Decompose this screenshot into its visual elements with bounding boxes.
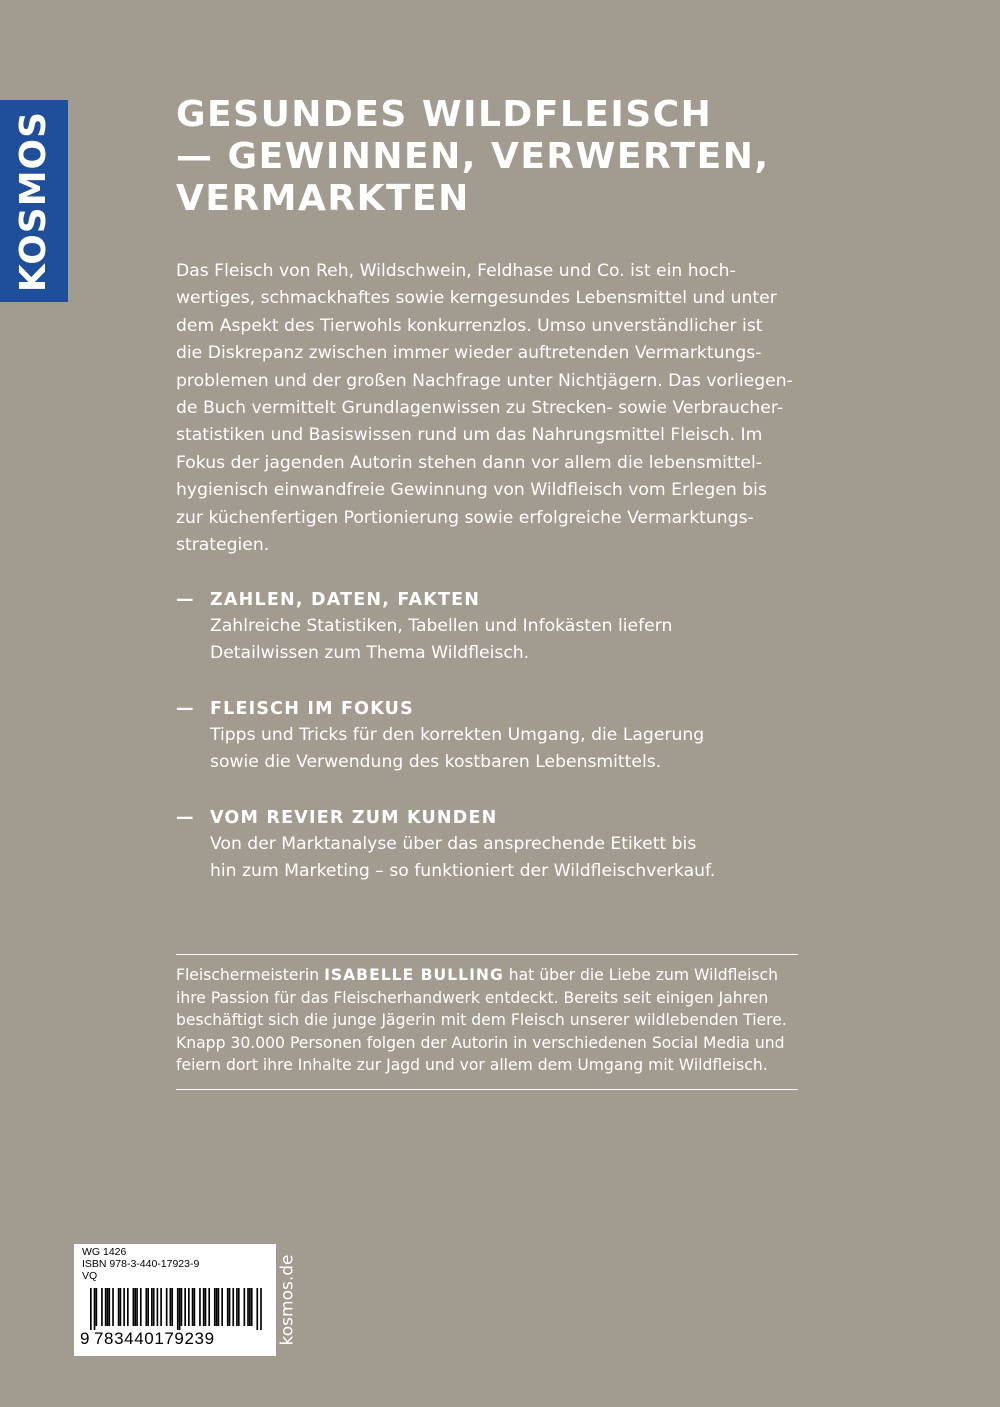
publisher-website-text: kosmos.de: [277, 1254, 297, 1346]
barcode-bar: [256, 1288, 258, 1330]
dash-marker: —: [176, 699, 195, 719]
barcode-bar: [221, 1288, 223, 1326]
barcode-bar: [127, 1288, 129, 1326]
barcode-bar: [249, 1288, 251, 1326]
barcode-icon: [90, 1288, 262, 1330]
barcode-bar: [166, 1288, 168, 1326]
author-line: ihre Passion für das Fleischerhandwerk entdeckt. Bereits seit einigen Jahren: [176, 988, 769, 1007]
barcode-bar: [203, 1288, 205, 1326]
barcode-bar: [214, 1288, 216, 1326]
feature-heading-text: ZAHLEN, DATEN, FAKTEN: [210, 590, 481, 610]
publisher-logo-text: KOSMOS: [13, 110, 55, 292]
barcode-bar: [192, 1288, 194, 1326]
barcode-bar: [236, 1288, 238, 1326]
barcode-bar: [216, 1288, 218, 1326]
barcode-bar: [153, 1288, 155, 1326]
author-line: feiern dort ihre Inhalte zur Jagd und vor allem dem Umgang mit Wildfleisch.: [176, 1056, 768, 1074]
barcode-bar: [227, 1288, 229, 1326]
feature-heading-text: VOM REVIER ZUM KUNDEN: [210, 808, 498, 828]
feature-line: sowie die Verwendung des kostbaren Lebensmittels.: [210, 752, 662, 773]
feature-block: [176, 587, 816, 668]
barcode-meta: [82, 1246, 199, 1282]
barcode-bar: [181, 1288, 183, 1326]
author-line: Knapp 30.000 Personen folgen der Autorin in verschiedenen Social Media und: [176, 1033, 785, 1052]
publisher-website: [276, 1244, 298, 1356]
intro-line: wertiges, schmackhaftes sowie kerngesundes Lebensmittel und unter: [176, 288, 777, 309]
intro-line: Fokus der jagenden Autorin stehen dann vor allem die lebensmittel-: [176, 452, 762, 473]
book-title-line: VERMARKTEN: [176, 178, 470, 219]
author-bio: [176, 954, 798, 1090]
barcode-bar: [123, 1288, 125, 1326]
barcode-bar: [260, 1288, 262, 1330]
barcode-bar: [184, 1288, 186, 1326]
barcode-bar: [151, 1288, 153, 1326]
barcode-bar: [229, 1288, 231, 1326]
feature-line: Detailwissen zum Thema Wildfleisch.: [210, 643, 530, 664]
barcode-bar: [101, 1288, 103, 1326]
price-code: VQ: [82, 1270, 98, 1282]
barcode-bar: [179, 1288, 181, 1330]
barcode-bar: [188, 1288, 190, 1326]
intro-line: hygienisch einwandfreie Gewinnung von Wildfleisch vom Erlegen bis: [176, 480, 767, 501]
barcode-bar: [90, 1288, 92, 1330]
barcode-bar: [133, 1288, 135, 1326]
barcode-bar: [194, 1288, 196, 1326]
dash-marker: —: [176, 808, 195, 828]
dash-marker: —: [176, 590, 195, 610]
barcode-bar: [177, 1288, 179, 1330]
barcode-bar: [238, 1288, 240, 1326]
barcode-digits: 783440179239: [94, 1329, 215, 1348]
feature-body: [176, 831, 816, 886]
intro-line: zur küchenfertigen Portionierung sowie erfolgreiche Vermarktungs-: [176, 507, 754, 528]
barcode-bar: [208, 1288, 210, 1326]
feature-line: hin zum Marketing – so funktioniert der Wildfleischverkauf.: [210, 861, 716, 882]
barcode-bar: [232, 1288, 234, 1326]
feature-heading-text: FLEISCH IM FOKUS: [210, 699, 414, 719]
feature-line: Zahlreiche Statistiken, Tabellen und Infokästen liefern: [210, 616, 673, 636]
barcode-bar: [120, 1288, 122, 1326]
wg-number: WG 1426: [82, 1246, 127, 1258]
barcode-bar: [170, 1288, 172, 1326]
author-line: beschäftigt sich die junge Jägerin mit dem Fleisch unserer wildlebenden Tiere.: [176, 1011, 787, 1029]
barcode-bar: [247, 1288, 249, 1326]
isbn-number: ISBN 978-3-440-17923-9: [82, 1258, 200, 1270]
book-title-line: — GEWINNEN, VERWERTEN,: [176, 136, 770, 177]
barcode-bar: [105, 1288, 107, 1326]
author-line: [176, 964, 787, 987]
feature-body: [176, 613, 816, 668]
barcode-bar: [140, 1288, 142, 1326]
feature-heading: [176, 587, 816, 613]
barcode-bar: [205, 1288, 207, 1326]
author-line-suffix: hat über die Liebe zum Wildfleisch: [503, 966, 778, 984]
barcode-bar: [199, 1288, 201, 1326]
book-title: [176, 94, 936, 220]
barcode-bar: [251, 1288, 253, 1326]
barcode-bar: [218, 1288, 220, 1326]
barcode-bar: [244, 1288, 246, 1326]
feature-block: [176, 805, 816, 886]
intro-line: statistiken und Basiswissen rund um das Nahrungsmittel Fleisch. Im: [176, 425, 763, 446]
barcode-bar: [171, 1288, 173, 1326]
feature-line: Tipps und Tricks für den korrekten Umgang, die Lagerung: [210, 725, 705, 745]
feature-block: [176, 696, 816, 777]
intro-line: problemen und der großen Nachfrage unter Nichtjägern. Das vorliegen-: [176, 370, 793, 391]
intro-paragraph: [176, 258, 836, 559]
barcode-bar: [96, 1288, 98, 1326]
intro-line: Das Fleisch von Reh, Wildschwein, Feldhase und Co. ist ein hoch-: [176, 261, 736, 281]
intro-line: strategien.: [176, 535, 270, 556]
barcode-bar: [112, 1288, 114, 1326]
barcode-bar: [160, 1288, 162, 1326]
intro-line: die Diskrepanz zwischen immer wieder auftretenden Vermarktungs-: [176, 343, 762, 364]
feature-line: Von der Marktanalyse über das ansprechende Etikett bis: [210, 834, 697, 854]
barcode-bar: [134, 1288, 136, 1326]
barcode-bar: [118, 1288, 120, 1326]
barcode-bar: [107, 1288, 109, 1326]
intro-line: dem Aspekt des Tierwohls konkurrenzlos. Umso unverständlicher ist: [176, 315, 763, 336]
barcode-bar: [108, 1288, 110, 1326]
author-bio-text: [176, 964, 787, 1077]
publisher-logo: [0, 100, 68, 302]
barcode-label: [74, 1244, 276, 1356]
author-line-prefix: Fleischermeisterin: [176, 966, 325, 984]
book-title-line: GESUNDES WILDFLEISCH: [176, 94, 713, 135]
barcode-lead-digit: 9: [80, 1329, 90, 1348]
feature-heading: [176, 696, 816, 722]
barcode-bar: [94, 1288, 96, 1330]
barcode-bar: [145, 1288, 147, 1326]
barcode-bar: [147, 1288, 149, 1326]
feature-body: [176, 722, 816, 777]
barcode-bar: [157, 1288, 159, 1326]
barcode-bar: [136, 1288, 138, 1326]
feature-heading: [176, 805, 816, 831]
intro-line: de Buch vermittelt Grundlagenwissen zu Strecken- sowie Verbraucher-: [176, 398, 784, 419]
author-name: ISABELLE BULLING: [324, 966, 504, 984]
